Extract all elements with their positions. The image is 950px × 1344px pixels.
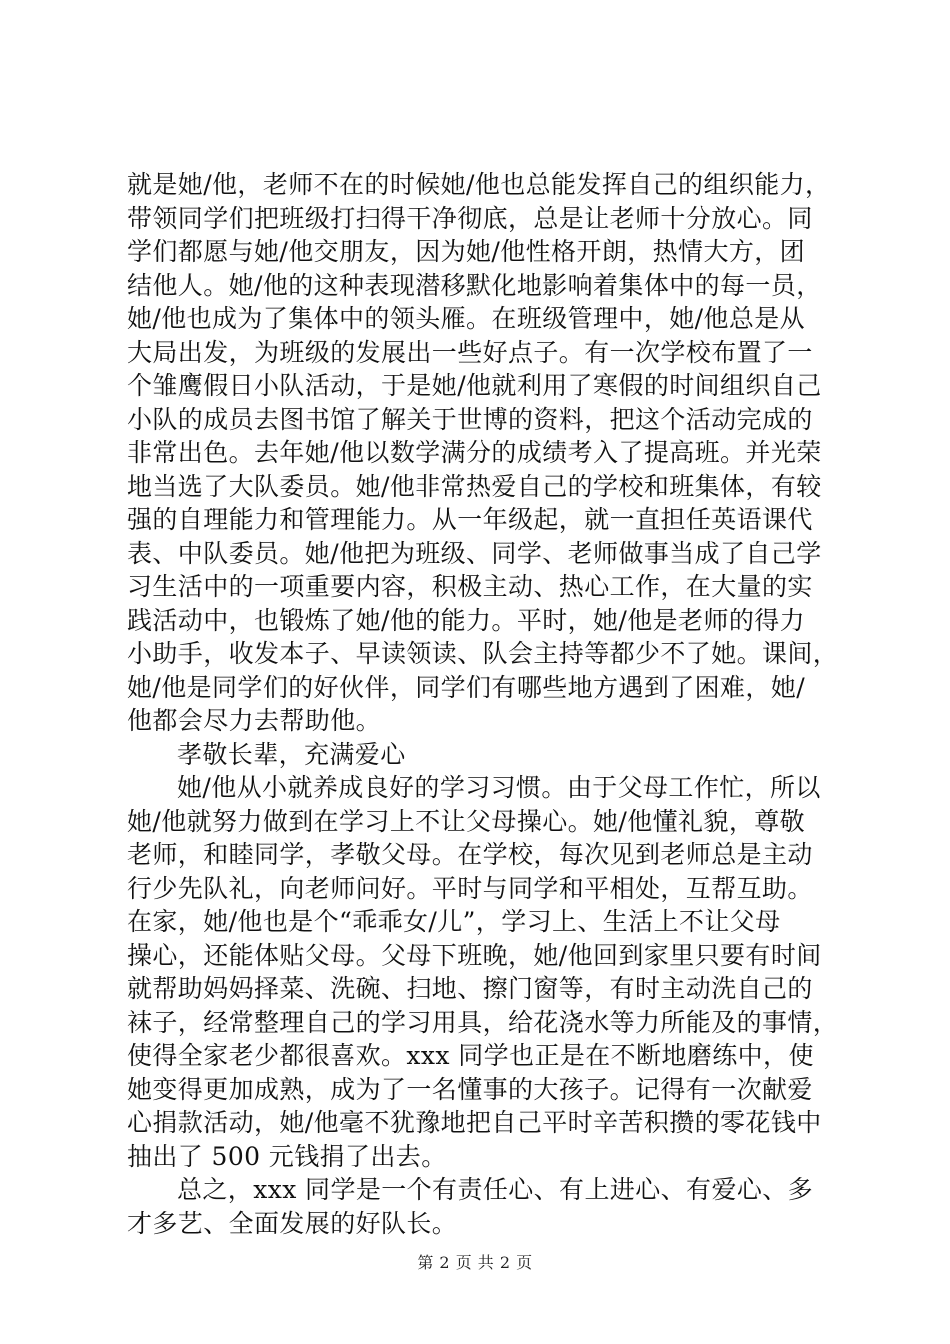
text-line: 才多艺、全面发展的好队长。 [127, 1208, 458, 1238]
text-line: 操心，还能体贴父母。父母下班晚，她/他回到家里只要有时间 [127, 940, 822, 970]
text-line: 她/他也成为了集体中的领头雁。在班级管理中，她/他总是从 [127, 304, 806, 333]
text-line: 使得全家老少都很喜欢。xxx 同学也正是在不断地磨练中，使 [127, 1041, 814, 1070]
text-line: 个雏鹰假日小队活动，于是她/他就利用了寒假的时间组织自己 [127, 371, 822, 400]
text-line: 就是她/他，老师不在的时候她/他也总能发挥自己的组织能力， [127, 170, 831, 199]
text-line: 孝敬长辈，充满爱心 [177, 739, 406, 769]
text-line: 在家，她/他也是个“乖乖女/儿”，学习上、生活上不让父母 [127, 907, 781, 936]
text-line: 小队的成员去图书馆了解关于世博的资料，把这个活动完成的 [127, 404, 813, 434]
text-line: 就帮助妈妈择菜、洗碗、扫地、擦门窗等，有时主动洗自己的 [127, 974, 813, 1003]
text-line: 心捐款活动，她/他毫不犹豫地把自己平时辛苦积攒的零花钱中 [127, 1108, 822, 1137]
text-line: 结他人。她/他的这种表现潜移默化地影响着集体中的每一员， [127, 270, 822, 300]
text-line: 老师，和睦同学，孝敬父母。在学校，每次见到老师总是主动 [127, 840, 813, 869]
text-line: 表、中队委员。她/他把为班级、同学、老师做事当成了自己学 [127, 538, 822, 568]
text-line: 总之，xxx 同学是一个有责任心、有上进心、有爱心、多 [177, 1175, 814, 1204]
text-line: 带领同学们把班级打扫得干净彻底，总是让老师十分放心。同 [127, 203, 813, 233]
text-line: 学们都愿与她/他交朋友，因为她/他性格开朗，热情大方，团 [127, 237, 806, 266]
text-line: 袜子，经常整理自己的学习用具，给花浇水等力所能及的事情， [127, 1007, 839, 1037]
text-line: 践活动中，也锻炼了她/他的能力。平时，她/他是老师的得力 [127, 605, 806, 635]
document-body [127, 168, 839, 1240]
text-line: 她/他是同学们的好伙伴，同学们有哪些地方遇到了困难，她/ [127, 672, 806, 702]
text-line: 强的自理能力和管理能力。从一年级起，就一直担任英语课代 [127, 505, 813, 534]
text-line: 非常出色。去年她/他以数学满分的成绩考入了提高班。并光荣 [127, 438, 822, 467]
text-line: 她/他从小就养成良好的学习习惯。由于父母工作忙，所以 [177, 773, 821, 802]
text-line: 行少先队礼，向老师问好。平时与同学和平相处，互帮互助。 [127, 873, 813, 903]
text-line: 小助手，收发本子、早读领读、队会主持等都少不了她。课间， [127, 639, 839, 668]
text-line: 大局出发，为班级的发展出一些好点子。有一次学校布置了一 [127, 337, 813, 367]
text-line: 她/他就努力做到在学习上不让父母操心。她/他懂礼貌，尊敬 [127, 806, 806, 836]
text-line: 习生活中的一项重要内容，积极主动、热心工作，在大量的实 [127, 572, 813, 601]
text-line: 地当选了大队委员。她/他非常热爱自己的学校和班集体，有较 [127, 471, 822, 501]
page-footer: 第 2 页 共 2 页 [417, 1253, 533, 1272]
text-line: 抽出了 500 元钱捐了出去。 [127, 1141, 447, 1171]
text-line: 他都会尽力去帮助他。 [127, 706, 382, 735]
text-line: 她变得更加成熟，成为了一名懂事的大孩子。记得有一次献爱 [127, 1074, 813, 1104]
